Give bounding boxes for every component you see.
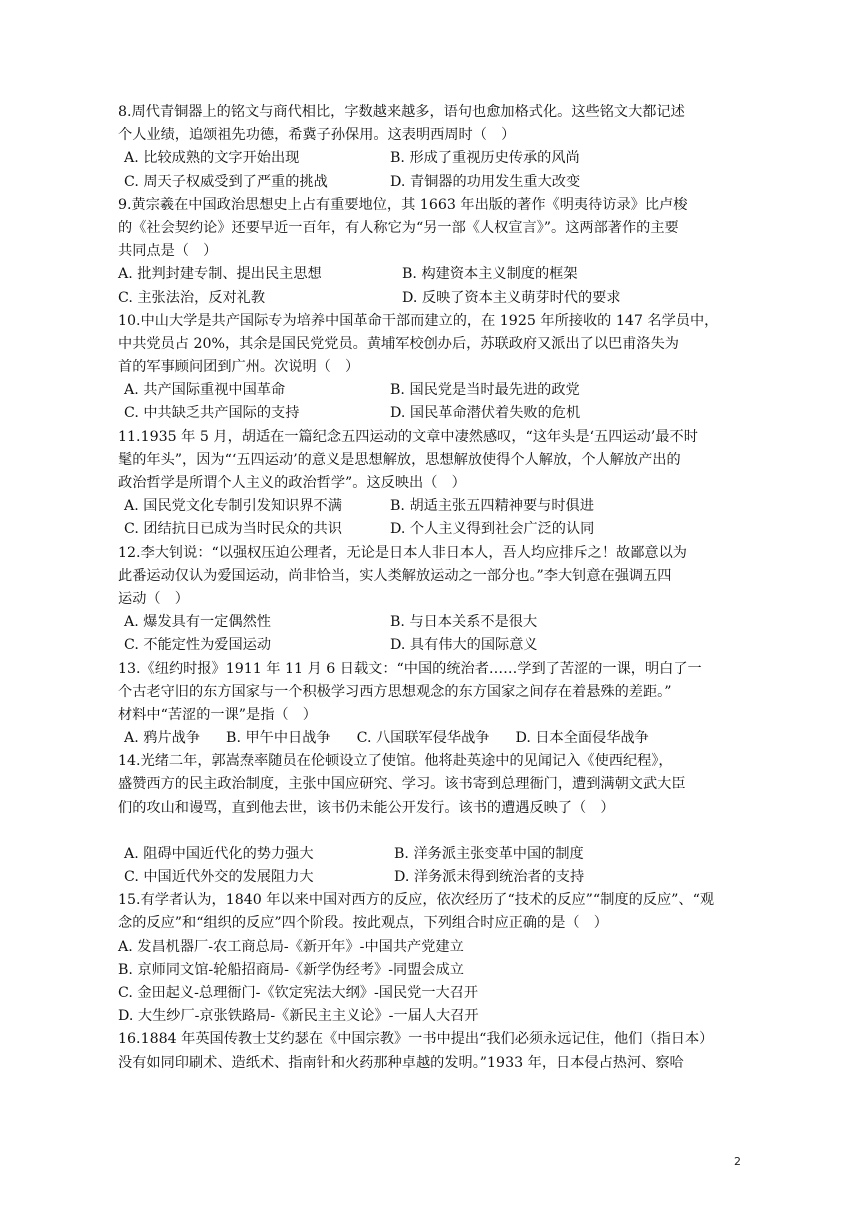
question-stem-line: 此番运动仅认为爱国运动，尚非恰当，实人类解放运动之一部分也。”李大钊意在强调五四 — [118, 567, 672, 584]
question-stem-line: 个人业绩，追颂祖先功德，希冀子孙保用。这表明西周时（ ） — [118, 127, 516, 144]
question-stem-line: 14.光绪二年，郭嵩焘率随员在伦顿设立了使馆。他将赴英途中的见闻记入《使西纪程》， — [118, 753, 673, 770]
question-stem-line: 11.1935 年 5 月，胡适在一篇纪念五四运动的文章中凄然感叹，“这年头是‘五四运动’最不时 — [118, 428, 698, 445]
exam-page-content — [118, 101, 738, 1075]
page-number: 2 — [734, 1155, 741, 1168]
question-8 — [118, 101, 738, 194]
question-stem-line: 9.黄宗羲在中国政治思想史上占有重要地位，其 1663 年出版的著作《明夷待访录》比卢梭 — [118, 196, 688, 213]
option-b: B. 与日本关系不是很大 — [390, 614, 538, 631]
question-stem-line: 们的攻山和谩骂，直到他去世，该书仍未能公开发行。该书的遭遇反映了（ ） — [118, 799, 615, 816]
option-c: C. 八国联军侵华战争 — [356, 730, 490, 747]
question-stem-line: 盛赞西方的民主政治制度，主张中国应研究、学习。该书寄到总理衙门，遭到满朝文武大臣 — [118, 776, 686, 793]
option-a: A. 鸦片战争 — [124, 730, 201, 747]
question-stem-line: 10.中山大学是共产国际专为培养中国革命干部而建立的，在 1925 年所接收的 147 名学员中， — [118, 312, 719, 329]
option-row — [118, 147, 738, 170]
question-stem-line: 共同点是（ ） — [118, 243, 218, 260]
option-row — [118, 287, 738, 310]
option-d: D. 反映了资本主义萌芽时代的要求 — [402, 289, 621, 306]
question-stem-line: 政治哲学是所谓个人主义的政治哲学”。这反映出（ ） — [118, 475, 466, 491]
option-row — [118, 727, 738, 750]
question-stem-line: 的《社会契约论》还要早近一百年，有人称它为“另一部《人权宣言》”。这两部著作的主要 — [118, 219, 679, 236]
option-c: C. 中国近代外交的发展阻力大 — [124, 869, 314, 885]
option-a: A. 爆发具有一定偶然性 — [124, 614, 271, 631]
option-b: B. 构建资本主义制度的框架 — [402, 266, 578, 283]
option-row — [118, 866, 738, 889]
option-a: A. 发昌机器厂-农工商总局-《新开年》-中国共产党建立 — [118, 938, 464, 955]
option-b: B. 甲午中日战争 — [226, 730, 331, 747]
question-10 — [118, 310, 738, 426]
question-15 — [118, 889, 738, 1028]
question-9 — [118, 194, 738, 310]
question-14 — [118, 750, 738, 889]
question-stem-line: 没有如同印刷术、造纸术、指南针和火药那种卓越的发明。”1933 年，日本侵占热河、察哈 — [118, 1054, 684, 1071]
question-11 — [118, 426, 738, 542]
option-b: B. 形成了重视历史传承的风尚 — [390, 150, 580, 167]
question-stem-line: 个古老守旧的东方国家与一个积极学习西方思想观念的东方国家之间存在着悬殊的差距。” — [118, 683, 672, 700]
option-row — [118, 263, 738, 286]
question-stem-line: 运动（ ） — [118, 590, 189, 607]
question-stem-line: 12.李大钊说：“以强权压迫公理者，无论是日本人非日本人，吾人均应排斥之！故鄙意以为 — [118, 544, 687, 561]
question-stem-line: 13.《纽约时报》1911 年 11 月 6 日载文：“中国的统治者……学到了苦涩的一课，明白了一 — [118, 660, 702, 677]
option-row — [118, 171, 738, 194]
option-row — [118, 402, 738, 425]
option-row — [118, 634, 738, 657]
question-stem-line: 8.周代青铜器上的铭文与商代相比，字数越来越多，语句也愈加格式化。这些铭文大都记述 — [118, 104, 685, 120]
option-d: D. 日本全面侵华战争 — [515, 730, 649, 747]
option-a: A. 阻碍中国近代化的势力强大 — [124, 845, 314, 862]
option-b: B. 洋务派主张变革中国的制度 — [394, 845, 584, 862]
option-a: A. 比较成熟的文字开始出现 — [124, 150, 300, 167]
option-c: C. 周天子权威受到了严重的挑战 — [124, 173, 328, 190]
question-12 — [118, 542, 738, 658]
question-stem-line: 15.有学者认为，1840 年以来中国对西方的反应，依次经历了“技术的反应”“制度的反应”、“观 — [118, 892, 715, 909]
question-13 — [118, 658, 738, 751]
option-row — [118, 843, 738, 866]
option-a: A. 批判封建专制、提出民主思想 — [118, 266, 322, 283]
option-a: A. 国民党文化专制引发知识界不满 — [124, 498, 342, 515]
option-d: D. 国民革命潜伏着失败的危机 — [390, 405, 581, 422]
option-d: D. 具有伟大的国际意义 — [390, 637, 538, 654]
option-c: C. 不能定性为爱国运动 — [124, 637, 272, 654]
option-d: D. 洋务派未得到统治者的支持 — [394, 869, 585, 885]
option-c: C. 主张法治，反对礼教 — [118, 289, 266, 306]
option-c: C. 中共缺乏共产国际的支持 — [124, 405, 300, 422]
question-stem-line: 材料中“苦涩的一课”是指（ ） — [118, 706, 317, 723]
option-d: D. 青铜器的功用发生重大改变 — [390, 173, 581, 190]
question-16 — [118, 1028, 738, 1074]
option-b: B. 胡适主张五四精神要与时俱进 — [390, 498, 594, 515]
option-b: B. 国民党是当时最先进的政党 — [390, 382, 580, 399]
option-b: B. 京师同文馆-轮船招商局-《新学伪经考》-同盟会成立 — [118, 961, 464, 978]
question-stem-line: 16.1884 年英国传教士艾约瑟在《中国宗教》一书中提出“我们必须永远记住，他们（指日本） — [118, 1031, 714, 1048]
question-stem-line: 髦的年头”，因为“‘五四运动’的意义是思想解放，思想解放使得个人解放，个人解放产出的 — [118, 451, 681, 468]
option-row — [118, 379, 738, 402]
option-a: A. 共产国际重视中国革命 — [124, 382, 286, 399]
option-d: D. 大生纱厂-京张铁路局-《新民主主义论》-一届人大召开 — [118, 1008, 479, 1025]
question-stem-line: 首的军事顾问团到广州。次说明（ ） — [118, 359, 360, 376]
question-stem-line: 中共党员占 20%，其余是国民党党员。黄埔军校创办后，苏联政府又派出了以巴甫洛失为 — [118, 335, 679, 352]
blank-spacer — [118, 820, 738, 843]
option-row — [118, 611, 738, 634]
option-row — [118, 518, 738, 541]
option-row — [118, 495, 738, 518]
option-d: D. 个人主义得到社会广泛的认同 — [390, 521, 595, 538]
option-c: C. 团结抗日已成为当时民众的共识 — [124, 521, 342, 538]
option-c: C. 金田起义-总理衙门-《钦定宪法大纲》-国民党一大召开 — [118, 984, 479, 1001]
question-stem-line: 念的反应”和“组织的反应”四个阶段。按此观点，下列组合时应正确的是（ ） — [118, 915, 608, 932]
